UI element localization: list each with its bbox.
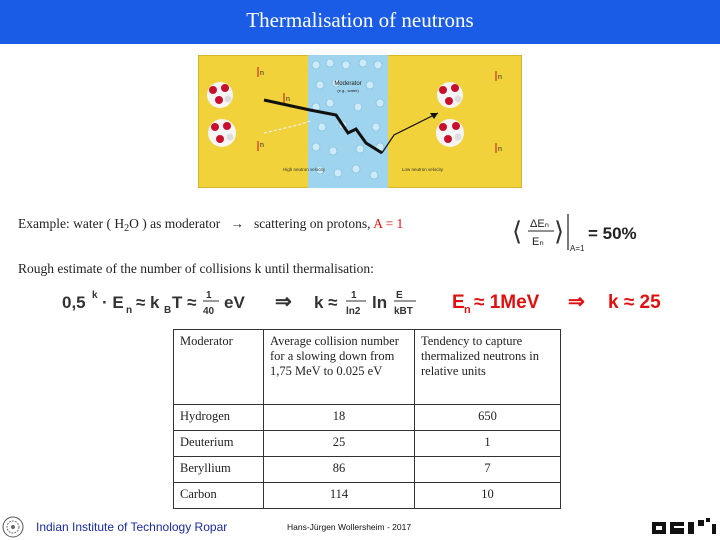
- svg-text:T ≈: T ≈: [172, 293, 197, 312]
- svg-text:40: 40: [203, 306, 215, 317]
- row-beryllium-capture: 7: [415, 457, 561, 483]
- example-suffix: O ) as moderator: [129, 216, 221, 231]
- svg-text:⟩: ⟩: [554, 217, 565, 247]
- loss-denominator: Eₙ: [532, 236, 544, 248]
- svg-text:E: E: [452, 292, 465, 313]
- example-arrow: →: [230, 216, 244, 231]
- moderator-sub-label: (e.g., water): [337, 88, 359, 93]
- row-deuterium-capture: 1: [415, 431, 561, 457]
- moderator-label: Moderator: [334, 81, 362, 87]
- moderation-diagram: [198, 55, 522, 188]
- svg-text:1: 1: [351, 290, 357, 301]
- row-deuterium-collisions: 25: [264, 431, 415, 457]
- row-deuterium-name: Deuterium: [174, 431, 264, 457]
- row-beryllium-collisions: 86: [264, 457, 415, 483]
- svg-text:ln2: ln2: [346, 306, 361, 317]
- example-condition: A = 1: [373, 216, 404, 231]
- svg-text:0,5: 0,5: [62, 293, 86, 312]
- svg-text:1: 1: [206, 290, 212, 301]
- svg-text:n: n: [260, 142, 264, 149]
- loss-numerator: ΔEₙ: [530, 218, 550, 230]
- table-row: [174, 457, 561, 483]
- row-carbon-collisions: 114: [264, 483, 415, 509]
- svg-text:ln: ln: [372, 293, 388, 312]
- author-credit: Hans-Jürgen Wollersheim - 2017: [287, 522, 412, 532]
- slide-title: Thermalisation of neutrons: [246, 8, 474, 32]
- svg-text:⇒: ⇒: [568, 291, 585, 313]
- svg-text:kBT: kBT: [394, 306, 413, 317]
- svg-text:k ≈ 25: k ≈ 25: [608, 292, 661, 313]
- example-subscript: 2: [124, 223, 130, 234]
- row-beryllium-name: Beryllium: [174, 457, 264, 483]
- high-velocity-label: High neutron velocity: [283, 167, 326, 172]
- nucleus-right-top: [437, 82, 463, 108]
- header-collision-number: Average collision number for a slowing down from 1,75 MeV to 0.025 eV: [264, 330, 415, 405]
- nucleus-left-bottom: [208, 119, 236, 147]
- header-capture-tendency: Tendency to capture thermalized neutrons in relative units: [415, 330, 561, 405]
- svg-text:≈ k: ≈ k: [136, 293, 160, 312]
- row-hydrogen-capture: 650: [415, 405, 561, 431]
- row-carbon-name: Carbon: [174, 483, 264, 509]
- loss-subscript: A=1: [570, 244, 585, 253]
- table-row: [174, 483, 561, 509]
- svg-text:≈ 1MeV: ≈ 1MeV: [474, 292, 540, 313]
- svg-text:· E: · E: [102, 293, 124, 312]
- table-row: [174, 431, 561, 457]
- svg-text:⟨: ⟨: [512, 217, 523, 247]
- estimate-text: Rough estimate of the number of collisions k until thermalisation:: [18, 261, 374, 276]
- svg-text:n: n: [286, 96, 290, 103]
- svg-text:n: n: [464, 304, 471, 316]
- nucleus-left-top: [207, 82, 233, 108]
- collision-formula: [60, 284, 680, 320]
- table-row: [174, 405, 561, 431]
- svg-text:n: n: [126, 305, 133, 316]
- row-carbon-capture: 10: [415, 483, 561, 509]
- loss-value: = 50%: [588, 224, 637, 243]
- svg-text:E: E: [396, 290, 403, 301]
- row-hydrogen-collisions: 18: [264, 405, 415, 431]
- moderator-table: [173, 329, 561, 509]
- example-prefix: Example: water ( H: [18, 216, 125, 231]
- svg-text:n: n: [498, 74, 502, 81]
- svg-text:⇒: ⇒: [275, 291, 292, 313]
- row-hydrogen-name: Hydrogen: [174, 405, 264, 431]
- table-header-row: [174, 330, 561, 405]
- gsi-logo-icon: [650, 516, 718, 538]
- svg-text:n: n: [260, 70, 264, 77]
- svg-text:n: n: [498, 146, 502, 153]
- header-moderator: Moderator: [174, 330, 264, 405]
- svg-text:k: k: [92, 290, 98, 301]
- institute-name: Indian Institute of Technology Ropar: [36, 520, 228, 534]
- energy-loss-formula: [510, 210, 660, 254]
- svg-text:k ≈: k ≈: [314, 293, 338, 312]
- svg-text:eV: eV: [224, 293, 245, 312]
- low-velocity-label: Low neutron velocity: [402, 167, 444, 172]
- institute-logo-icon: [2, 516, 24, 538]
- example-text: scattering on protons,: [253, 216, 371, 231]
- nucleus-right-bottom: [436, 119, 464, 147]
- example-line: [18, 216, 403, 234]
- svg-text:B: B: [164, 305, 172, 316]
